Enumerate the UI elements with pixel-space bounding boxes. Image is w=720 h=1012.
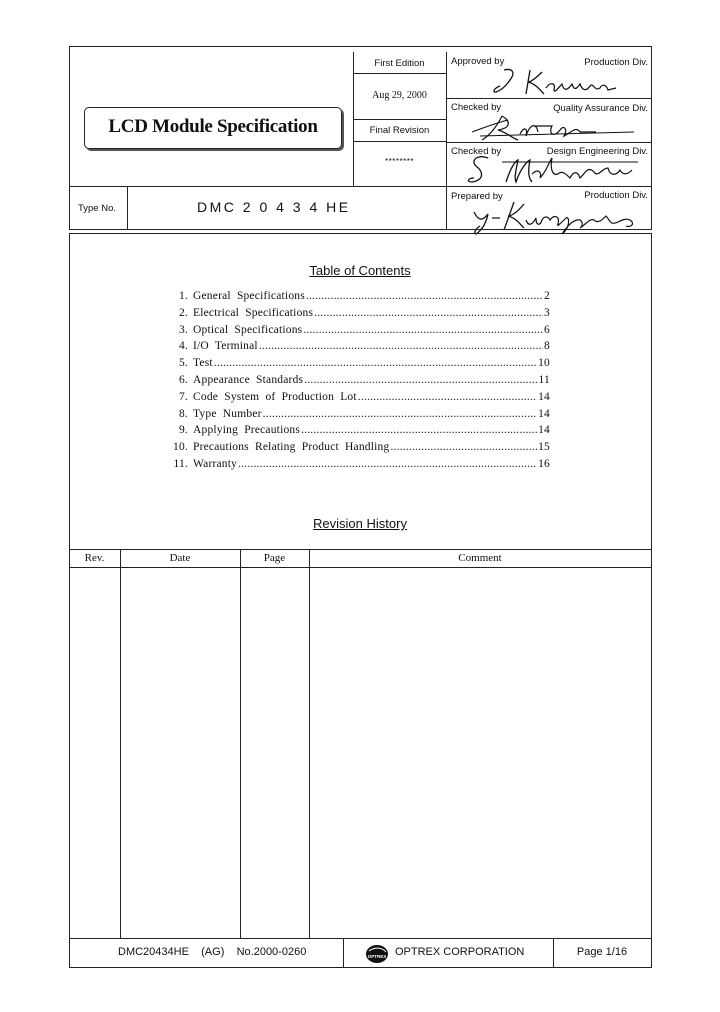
toc-item-page: 10 bbox=[538, 357, 550, 370]
toc-item bbox=[170, 307, 550, 323]
toc-item-leader bbox=[238, 458, 537, 470]
toc-item-title: Electrical Specifications bbox=[193, 306, 314, 319]
toc-item-title: Warranty bbox=[193, 458, 238, 470]
toc-item-number: 3. bbox=[178, 323, 188, 336]
toc-item-number: 8. bbox=[178, 407, 188, 420]
toc-item-page: 14 bbox=[538, 407, 550, 420]
approved-by-div: Production Div. bbox=[584, 57, 648, 68]
optrex-logo-icon bbox=[364, 943, 390, 965]
toc-item-page: 6 bbox=[544, 323, 550, 336]
first-edition-label: First Edition bbox=[374, 58, 425, 69]
toc-item-page: 14 bbox=[538, 390, 550, 403]
toc-item-number: 2. bbox=[178, 306, 188, 319]
frame-top-line bbox=[69, 46, 652, 47]
toc-item-page: 2 bbox=[544, 290, 550, 302]
checked-by-2-div: Design Engineering Div. bbox=[546, 146, 648, 157]
line-approved-bottom bbox=[446, 98, 652, 99]
toc-item-leader bbox=[263, 408, 537, 420]
toc-item-page: 14 bbox=[538, 424, 550, 437]
toc-item bbox=[170, 357, 550, 373]
prepared-by-div: Production Div. bbox=[584, 190, 648, 201]
toc-item-leader bbox=[301, 424, 537, 436]
toc-item-number: 5. bbox=[178, 357, 188, 370]
revision-header-bottom-line bbox=[69, 567, 652, 568]
toc-item-leader bbox=[314, 307, 543, 319]
frame-right-line bbox=[651, 46, 652, 229]
footer-bottom-line bbox=[69, 967, 652, 968]
checked-by-1-div: Quality Assurance Div. bbox=[553, 103, 648, 114]
prepared-by-label: Prepared by bbox=[451, 191, 503, 202]
signature-approved bbox=[490, 66, 650, 98]
body-top-line bbox=[69, 233, 652, 234]
toc-item-page: 8 bbox=[544, 340, 550, 353]
toc-item-title: Code System of Production Lot bbox=[193, 390, 357, 403]
toc-item-number: 6. bbox=[178, 374, 188, 386]
footer-page: Page 1/16 bbox=[576, 946, 628, 958]
toc-item-leader bbox=[214, 357, 537, 369]
doc-title: LCD Module Specification bbox=[108, 116, 318, 137]
type-no-label: Type No. bbox=[78, 203, 117, 214]
final-revision-label: Final Revision bbox=[369, 125, 430, 136]
toc-item bbox=[170, 391, 550, 407]
revision-col-comment: Comment bbox=[458, 552, 502, 564]
checked-by-1-label: Checked by bbox=[451, 102, 502, 113]
footer-doc-ref: DMC20434HE (AG) No.2000-0260 bbox=[118, 946, 307, 958]
toc-item-number: 11. bbox=[173, 458, 188, 470]
final-revision-value: ******** bbox=[385, 157, 414, 166]
toc-item-title: Appearance Standards bbox=[193, 374, 304, 386]
toc-item-page: 15 bbox=[538, 441, 550, 454]
divider-approval-left bbox=[446, 52, 447, 229]
toc-item-title: Optical Specifications bbox=[193, 323, 303, 336]
toc-item bbox=[170, 290, 550, 306]
signature-prepared bbox=[470, 198, 650, 238]
toc-item bbox=[170, 424, 550, 440]
toc-item-page: 16 bbox=[538, 458, 550, 470]
toc-item-title: General Specifications bbox=[193, 290, 305, 302]
toc-item-leader bbox=[259, 340, 543, 352]
line-under-first-edition-label bbox=[353, 73, 446, 74]
toc-item-number: 4. bbox=[178, 340, 188, 353]
divider-type-no bbox=[127, 187, 128, 229]
toc-item-number: 1. bbox=[178, 290, 188, 302]
toc-item-number: 7. bbox=[178, 390, 188, 403]
first-edition-date: Aug 29, 2000 bbox=[372, 90, 427, 101]
type-no-value: DMC 2 0 4 3 4 HE bbox=[197, 199, 351, 215]
toc-item bbox=[170, 458, 550, 474]
revision-col-divider-3 bbox=[309, 549, 310, 938]
toc-item bbox=[170, 340, 550, 356]
body-left-line bbox=[69, 233, 70, 968]
toc-item-page: 3 bbox=[544, 306, 550, 319]
toc-item-title: Test bbox=[193, 357, 213, 370]
toc-item-leader bbox=[390, 441, 537, 453]
toc-item-leader bbox=[304, 374, 537, 386]
body-right-line bbox=[651, 233, 652, 968]
revision-col-rev: Rev. bbox=[84, 552, 105, 564]
line-above-final-revision bbox=[353, 119, 446, 120]
signature-checked-1 bbox=[468, 110, 638, 146]
toc-item-leader bbox=[306, 290, 543, 302]
revision-col-divider-2 bbox=[240, 549, 241, 938]
revision-heading: Revision History bbox=[313, 516, 407, 531]
footer-company: OPTREX CORPORATION bbox=[395, 946, 525, 958]
optrex-logo-text: OPTREX bbox=[367, 954, 387, 959]
toc-item-title: Applying Precautions bbox=[193, 424, 301, 437]
toc-item-title: Type Number bbox=[193, 407, 262, 420]
toc-item bbox=[170, 441, 550, 457]
line-under-final-revision-label bbox=[353, 141, 446, 142]
frame-left-line bbox=[69, 46, 70, 229]
toc-item-number: 9. bbox=[178, 424, 188, 437]
revision-table-top-line bbox=[69, 549, 652, 550]
signature-checked-2 bbox=[462, 152, 642, 188]
revision-col-divider-1 bbox=[120, 549, 121, 938]
footer-top-line bbox=[69, 938, 652, 939]
toc-item-page: 11 bbox=[538, 374, 550, 386]
toc-item bbox=[170, 374, 550, 390]
revision-col-page: Page bbox=[263, 552, 286, 564]
toc-item-number: 10. bbox=[173, 441, 188, 454]
toc-item-leader bbox=[358, 391, 537, 403]
approved-by-label: Approved by bbox=[451, 56, 505, 67]
revision-col-date: Date bbox=[169, 552, 191, 564]
footer-divider-1 bbox=[343, 938, 344, 967]
toc-item-title: I/O Terminal bbox=[193, 340, 258, 353]
toc-item bbox=[170, 408, 550, 424]
toc-heading: Table of Contents bbox=[309, 263, 411, 278]
checked-by-2-label: Checked by bbox=[451, 146, 502, 157]
doc-title-box bbox=[84, 107, 342, 149]
toc-item-title: Precautions Relating Product Handling bbox=[193, 441, 390, 454]
toc-item-leader bbox=[303, 324, 543, 336]
toc-item bbox=[170, 324, 550, 340]
